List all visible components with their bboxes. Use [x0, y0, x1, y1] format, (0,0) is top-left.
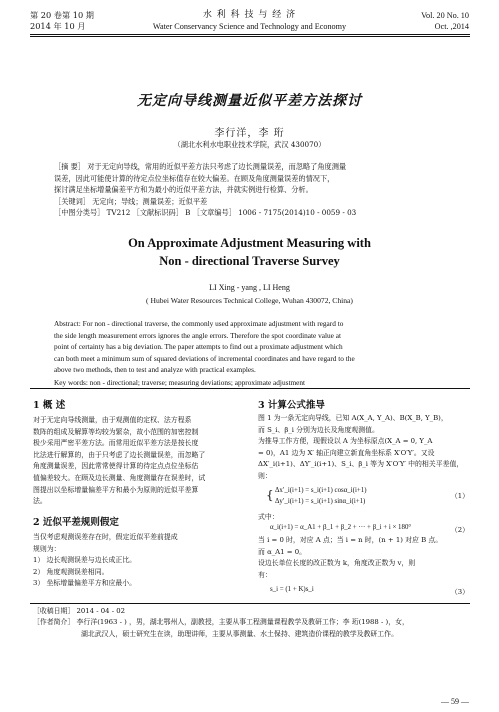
- header-volume-en: Vol. 20 No. 10: [421, 11, 469, 20]
- abstract-rule: [30, 388, 470, 389]
- paragraph-line: 当 i = 0 时，对应 A 点；当 i = n 时，(n + 1) 对应 B 点。: [258, 536, 443, 544]
- header-rule: [30, 34, 470, 35]
- author-info: ［作者简介］ 李行洋(1963 - ) ，男，湖北鄂州人，副教授，主要从事工程测量课程教学及教研工作；李 珩(1988 - )，女，: [33, 618, 409, 627]
- list-item: 3） 坐标增量偏差平方和应最小。: [33, 579, 137, 588]
- abstract-en-line: above two methods, then to test and analyze with practical examples.: [54, 365, 256, 375]
- equation-2-number: （2）: [450, 526, 469, 534]
- abstract-cn-line: 探讨满足坐标增量偏差平方和为最小的近似平差方法，并就实例进行检算、分析。: [54, 185, 313, 195]
- list-item: 2） 角度观测误差相同。: [33, 567, 109, 576]
- paragraph-line: 设边长单位长度的改正数为 k，角度改正数为 v，则: [258, 559, 416, 568]
- section-3-body: [258, 413, 470, 483]
- affiliation-en: ( Hubei Water Resources Technical College, Wuhan 430072, China): [146, 296, 353, 305]
- section-1-body: [33, 415, 245, 508]
- authors-cn: 李行洋，李 珩: [214, 128, 285, 139]
- authors-en: LI Xing - yang , LI Heng: [209, 283, 290, 292]
- equation-1-line-1: Δx′_i(i+1) = s_i(i+1) cosα_i(i+1): [275, 487, 367, 494]
- paragraph-line: 当仅考虑观测误差存在时，假定近似平差前提成: [33, 533, 178, 541]
- page-number: — 59 —: [441, 697, 469, 706]
- abstract-cn-line: ［摘 要］ 对于无定向导线，常用的近似平差方法只考虑了边长测量误差，而忽略了角度测量: [54, 162, 347, 171]
- paragraph-line: 规则为：: [33, 544, 61, 553]
- equation-1-line-2: Δy′_i(i+1) = s_i(i+1) sinα_i(i+1): [275, 498, 366, 505]
- header-volume-cn: 第 20 卷第 10 期: [30, 10, 94, 20]
- equation-1-number: （1）: [450, 492, 469, 500]
- abstract-cn: [54, 161, 449, 219]
- paragraph-line: 而 S_i、β_i 分别为边长及角度观测值。: [258, 425, 379, 434]
- section-2-title: 2 近似平差规则假定: [33, 517, 119, 528]
- footnote-rule: [30, 603, 470, 604]
- paragraph-line: ΔX′_i(i+1)、ΔY′_i(i+1)、S_i、β_i 等为 X′O′Y′ 中的相关平差值，: [258, 460, 464, 469]
- header-date-cn: 2014 年 10 月: [30, 21, 86, 31]
- paragraph-line: 对于无定向导线测量，由于观测值的定权、法方程系: [33, 416, 192, 424]
- abstract-en-line: point of certainty has a big deviation. The paper attempts to find out a proximate adjustment which: [54, 342, 343, 352]
- equation-caption: 式中：: [258, 513, 279, 521]
- paragraph-line: 图提出以坐标增量偏差平方和最小为原则的近似平差算: [33, 485, 199, 494]
- header-rule-2: [30, 36, 470, 37]
- equation-brace: {: [266, 488, 274, 502]
- title-cn: 无定向导线测量近似平差方法探讨: [137, 93, 362, 109]
- equation-3: s_i = (1 + K)s_i: [270, 586, 314, 593]
- paragraph-line: 则：: [258, 471, 272, 480]
- paragraph-line: = 0)，A1 边为 X′ 轴正向建立新直角坐标系 X′O′Y′。又设: [258, 448, 435, 457]
- classification-line: ［中图分类号］ TV212 ［文献标识码］ B ［文章编号］ 1006 - 7175(2014)10 - 0059 - 03: [54, 208, 357, 218]
- header-journal-cn: 水 利 科 技 与 经 济: [202, 10, 297, 20]
- title-en-line-2: Non - directional Traverse Survey: [159, 254, 340, 268]
- abstract-cn-line: 误差，因此可能使计算的待定点位坐标值存在较大偏差。在顾及角度测量误差的情况下，: [54, 173, 335, 183]
- paragraph-line: 有：: [258, 570, 272, 579]
- list-item: 1） 边长观测误差与边长成正比。: [33, 556, 137, 565]
- section-3-title: 3 计算公式推导: [258, 400, 325, 411]
- header-journal-en: Water Conservancy Science and Technology and Economy: [152, 22, 347, 31]
- paragraph-line: 图 1 为一条无定向导线，已知 A(X_A, Y_A)、B(X_B, Y_B)，: [258, 414, 448, 422]
- equation-1: [275, 485, 367, 507]
- keywords-cn: ［关键词］ 无定向；导线；测量误差；近似平差: [54, 196, 208, 206]
- paragraph-line: 为推导工作方便，现假设以 A 为坐标原点(X_A = 0, Y_A: [258, 437, 433, 446]
- paragraph-line: 极少采用严密平差方法。而常用近似平差方法是按长度: [33, 439, 199, 448]
- equation-2: α_i(i+1) = α_A1 + β_1 + β_2 + ··· + β_i + i × 180°: [270, 524, 412, 531]
- paragraph-line: 比法进行解算的，由于只考虑了边长测量误差，而忽略了: [33, 450, 206, 459]
- paragraph-line: 而 α_A1 = 0。: [258, 547, 306, 556]
- received-date: ［收稿日期］ 2014 - 04 - 02: [33, 607, 126, 615]
- header-date-en: Oct. ,2014: [434, 22, 469, 31]
- title-en-line-1: On Approximate Adjustment Measuring with: [128, 236, 371, 250]
- equation-3-number: （3）: [450, 588, 469, 596]
- author-info-continued: 湖北武汉人，硕士研究生在读，助理讲师，主要从事测量、水土保持、建筑造价课程的教学及教研工作。: [81, 629, 398, 638]
- abstract-en-line: Abstract: For non - directional traverse, the commonly used approximate adjustment with regard to: [54, 319, 344, 328]
- footnotes: [33, 606, 473, 640]
- keywords-en: Key words: non - directional; traverse; measuring deviations; approximate adjustment: [54, 377, 306, 387]
- paragraph-line: 数阵的组成及解算等均较为繁杂，故小范围的加密控制: [33, 427, 199, 436]
- section-1-title: 1 概 述: [33, 400, 66, 411]
- section-2-body: [33, 532, 245, 590]
- abstract-en: [54, 318, 449, 389]
- paragraph-line: 角度测量误差，因此常常使得计算的待定点点位坐标估: [33, 462, 199, 471]
- paragraph-line: 法。: [33, 497, 47, 506]
- abstract-en-line: the side length measurement errors ignores the angle errors. Therefore the spot coordinate value at: [54, 330, 341, 340]
- section-3-body-2: [258, 535, 470, 581]
- affiliation-cn: （湖北水利水电职业技术学院，武汉 430070）: [173, 140, 326, 149]
- paragraph-line: 值偏差较大。在顾及边长测量、角度测量存在误差时，试: [33, 473, 206, 482]
- abstract-en-line: can both meet a minimum sum of squared deviations of incremental coordinates and have regard to the: [54, 353, 355, 363]
